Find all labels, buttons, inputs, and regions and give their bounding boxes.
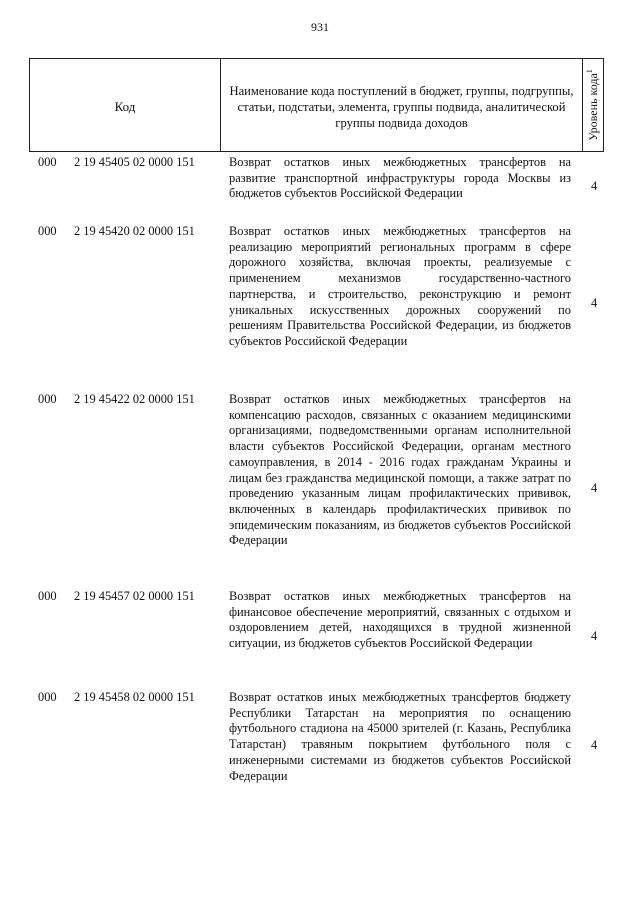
row-revenue-code: 2 19 45420 02 0000 151 (74, 224, 195, 238)
row-level: 4 (591, 738, 598, 752)
header-name: Наименование кода поступлений в бюджет, группы, подгруппы, статьи, подстатьи, элемента, группы подвида, аналитической группы подвида доходов (221, 59, 583, 151)
header-level-label (585, 69, 601, 141)
row-admin-code: 000 (38, 690, 57, 704)
row-description: Возврат остатков иных межбюджетных трансфертов на развитие транспортной инфраструктуры города Москвы из бюджетов субъектов Российской Федерации (229, 155, 571, 201)
row-description: Возврат остатков иных межбюджетных трансфертов на реализацию мероприятий региональных программ в сфере дорожного хозяйства, включая проекты, реализуемые с применением механизмов государственно-частного партнерства, и строительство, реконструкцию и ремонт уникальных искусственных дорожных сооружений по решениям Правительства Российской Федерации, из бюджетов субъектов Российской Федерации (229, 224, 571, 348)
row-description: Возврат остатков иных межбюджетных трансфертов бюджету Республики Татарстан на мероприятия по оснащению футбольного стадиона на 45000 зрителей (г. Казань, Республика Татарстан) травяным покрытием футбольного поля с инженерными системами из бюджетов субъектов Российской Федерации (229, 690, 571, 783)
row-level: 4 (591, 179, 598, 193)
page-number: 931 (311, 20, 329, 34)
row-description: Возврат остатков иных межбюджетных трансфертов на финансовое обеспечение мероприятий, связанных с отдыхом и оздоровлением детей, находящихся в трудной жизненной ситуации, из бюджетов субъектов Российской Федерации (229, 589, 571, 651)
table-header (29, 58, 604, 152)
row-admin-code: 000 (38, 392, 57, 406)
row-admin-code: 000 (38, 155, 57, 169)
header-level: Уровень кода (586, 73, 600, 141)
row-level: 4 (591, 629, 598, 643)
row-revenue-code: 2 19 45422 02 0000 151 (74, 392, 195, 406)
row-admin-code: 000 (38, 589, 57, 603)
row-level: 4 (591, 481, 598, 495)
row-description: Возврат остатков иных межбюджетных трансфертов на компенсацию расходов, связанных с оказанием медицинскими организациями, подведомственными органам исполнительной власти субъектов Российской Федерации, органам местного самоуправления, в 2014 - 2016 годах гражданам Украины и лицам без гражданства медицинской помощи, а также затрат по проведению указанным лицам профилактических прививок, включенных в календарь профилактических прививок по эпидемическим показаниям, из бюджетов субъектов Российской Федерации (229, 392, 571, 548)
header-level-cell (583, 59, 603, 151)
row-level: 4 (591, 296, 598, 310)
row-revenue-code: 2 19 45458 02 0000 151 (74, 690, 195, 704)
header-code: Код (30, 59, 221, 151)
row-revenue-code: 2 19 45405 02 0000 151 (74, 155, 195, 169)
row-admin-code: 000 (38, 224, 57, 238)
row-revenue-code: 2 19 45457 02 0000 151 (74, 589, 195, 603)
header-level-footnote: 1 (585, 69, 594, 74)
